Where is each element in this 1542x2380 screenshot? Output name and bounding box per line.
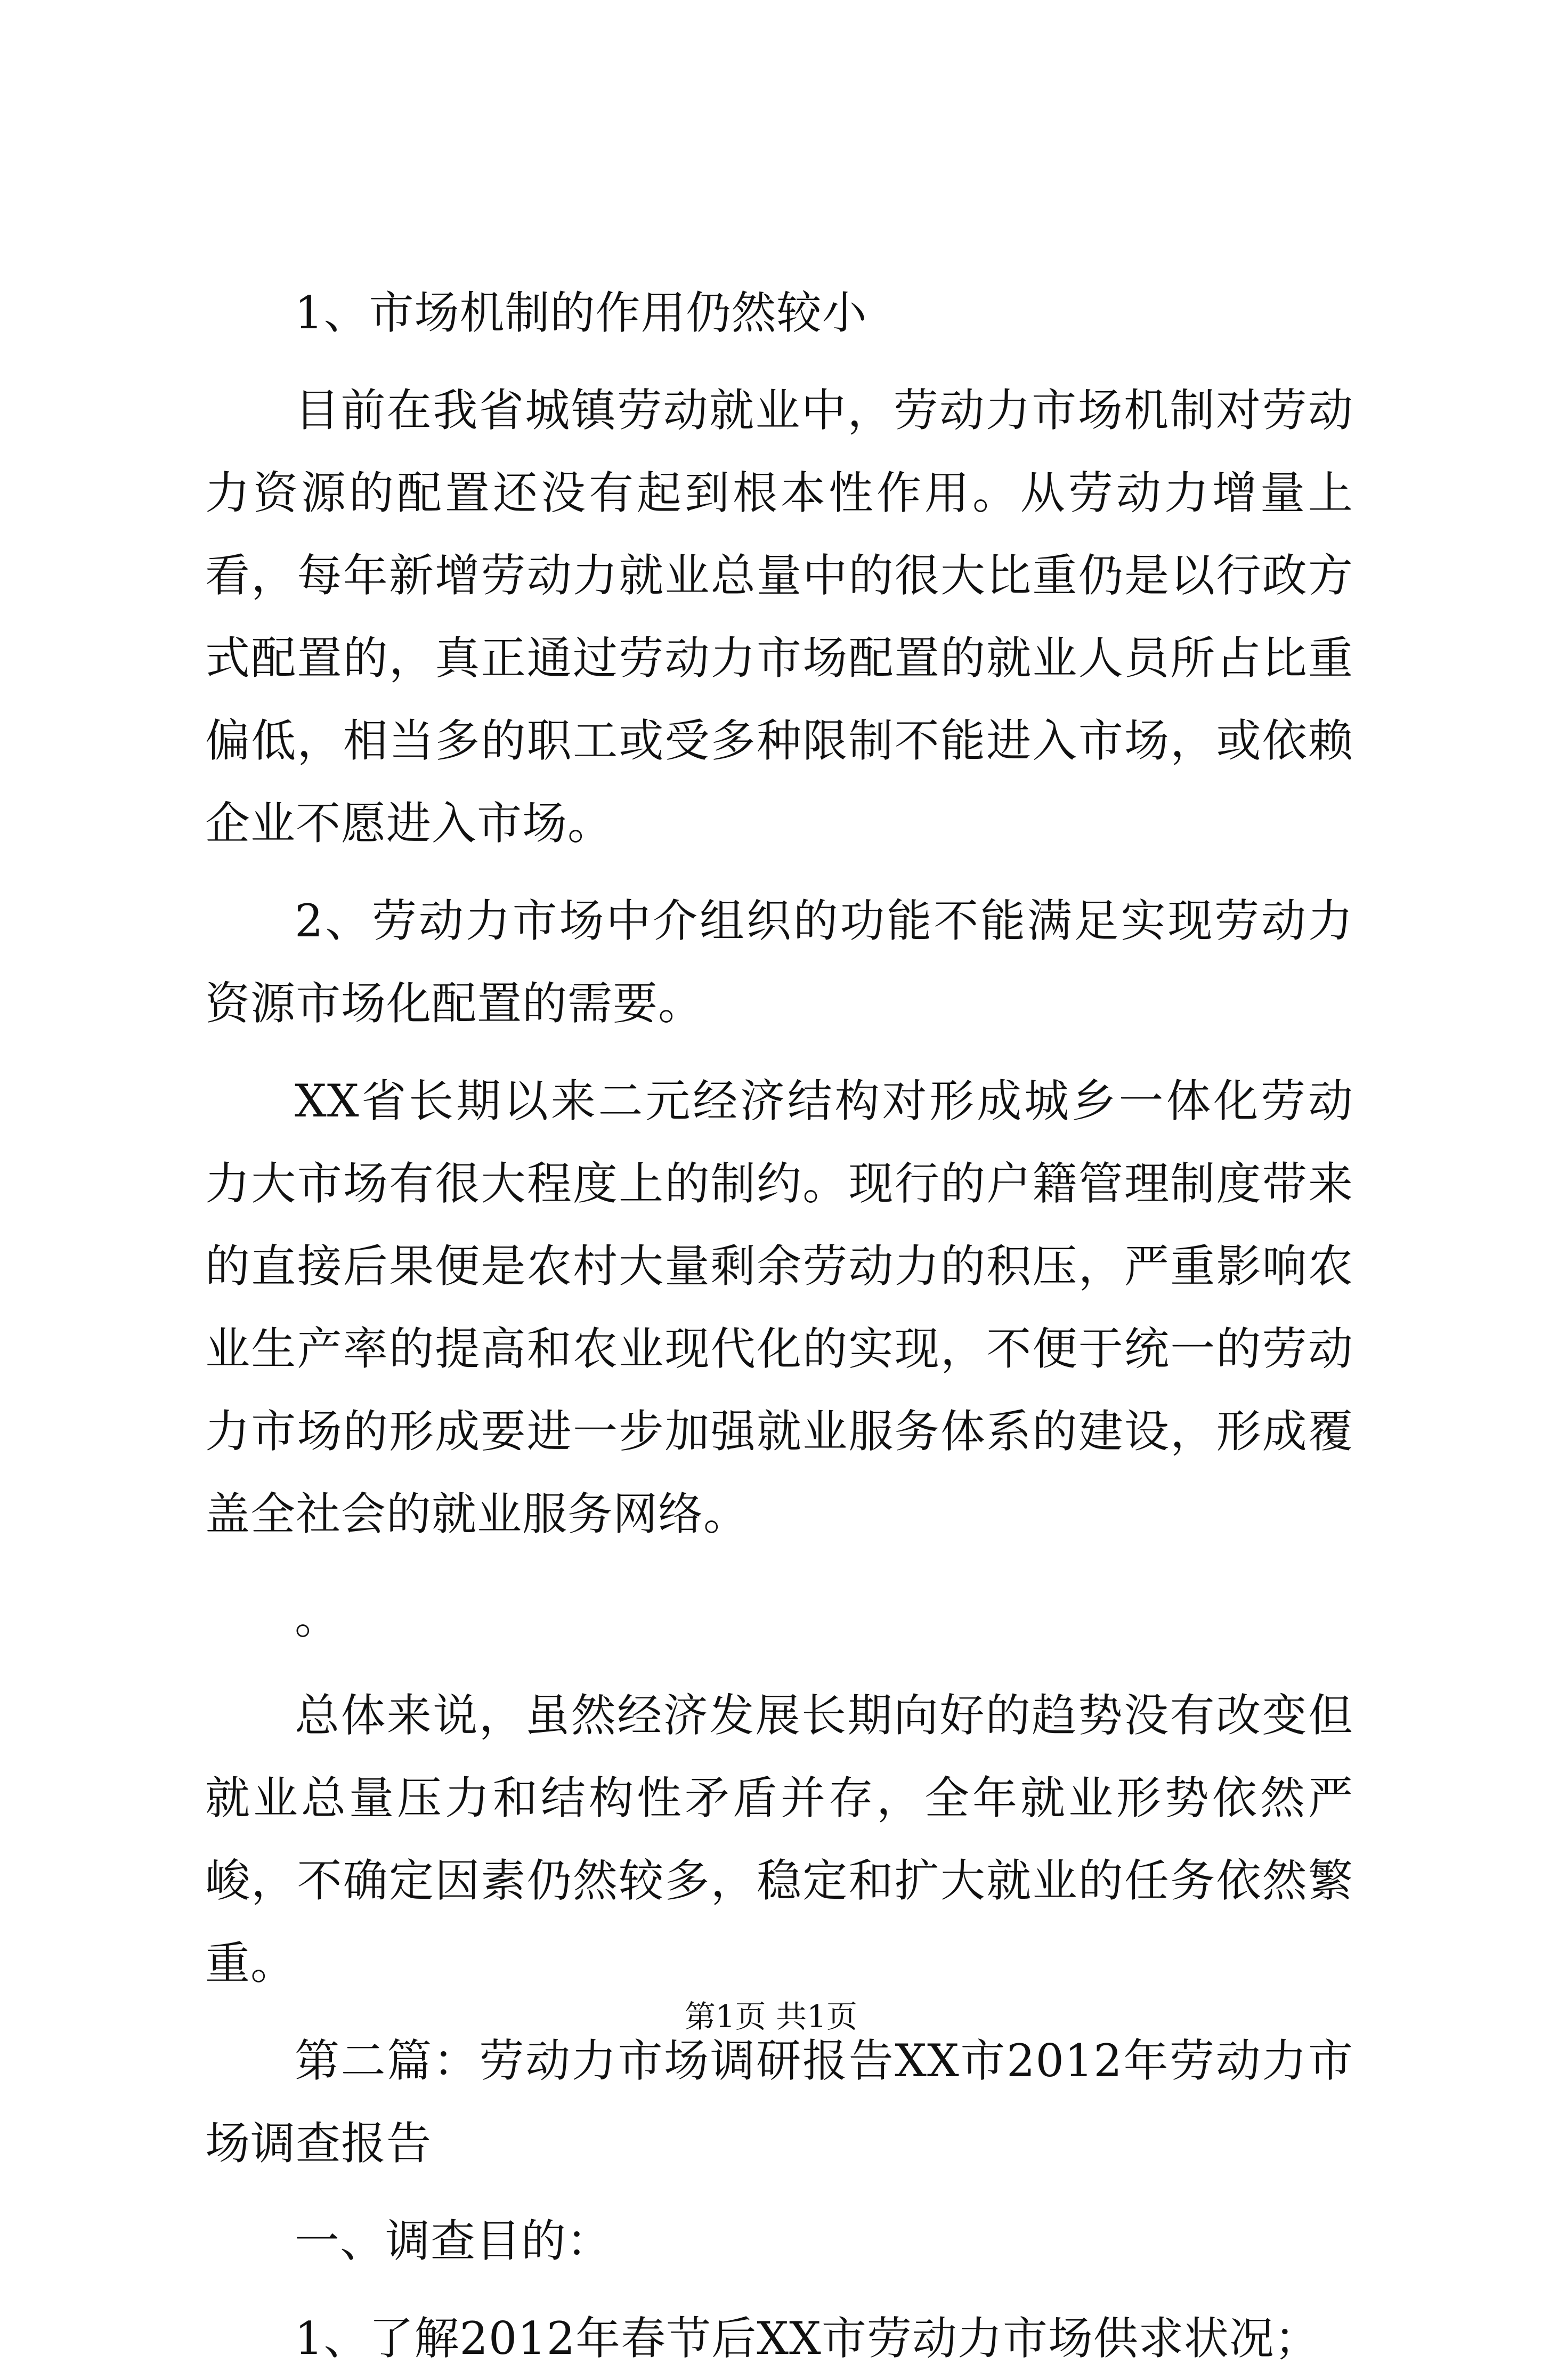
paragraph-3: 2、劳动力市场中介组织的功能不能满足实现劳动力资源市场化配置的需要。 [205,895,1353,1030]
paragraph-5: 。 [295,1592,340,1644]
paragraph-8: 一、调查目的： [295,2215,612,2267]
paragraph-2: 目前在我省城镇劳动就业中，劳动力市场机制对劳动力资源的配置还没有起到根本性作用。从劳动力增量上看，每年新增劳动力就业总量中的很大比重仍是以行政方式配置的，真正通过劳动力市场配置的就业人员所占比重偏低，相当多的职工或受多种限制不能进入市场，或依赖企业不愿进入市场。 [205,384,1353,849]
paragraph-9: 1、了解2012年春节后XX市劳动力市场供求状况； [295,2312,1320,2365]
paragraph-7: 第二篇：劳动力市场调研报告XX市2012年劳动力市场调查报告 [205,2035,1353,2169]
paragraph-6: 总体来说，虽然经济发展长期向好的趋势没有改变但就业总量压力和结构性矛盾并存，全年就业形势依然严峻，不确定因素仍然较多，稳定和扩大就业的任务依然繁重。 [205,1689,1353,1989]
page-footer: 第1页 共1页 [684,1998,858,2035]
document-body [205,272,1353,2380]
paragraph-4: XX省长期以来二元经济结构对形成城乡一体化劳动力大市场有很大程度上的制约。现行的户籍管理制度带来的直接后果便是农村大量剩余劳动力的积压，严重影响农业生产率的提高和农业现代化的实现，不便于统一的劳动力市场的形成要进一步加强就业服务体系的建设，形成覆盖全社会的就业服务网络。 [205,1075,1353,1540]
paragraph-1: 1、市场机制的作用仍然较小 [295,287,867,339]
